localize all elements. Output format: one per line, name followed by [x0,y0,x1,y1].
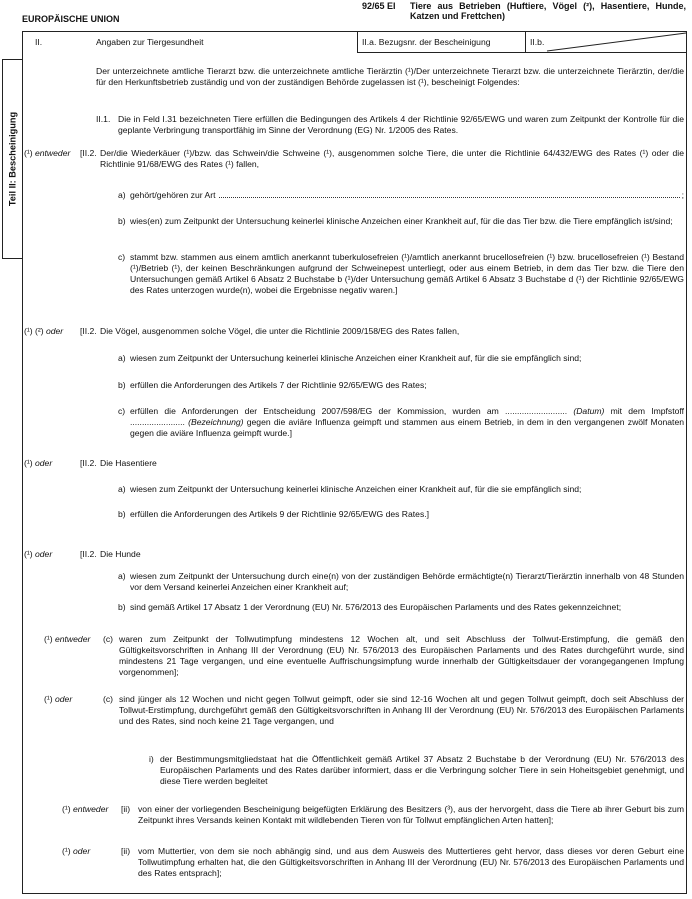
clause-label: [II.2. [80,458,97,468]
clause-text: Die Hunde [100,549,141,559]
item-label: c) [118,406,126,416]
side-tab [2,59,22,259]
item-text: wiesen zum Zeitpunkt der Untersuchung durch eine(n) von der zuständigen Behörde ermächtigte(n) Tierarzt/Tierärztin innerhalb von 48 Stunden vor dem Versand keinerlei Anzeichen einer Krankheit auf; [130,571,684,592]
text-part: gegen die aviäre Influenza geimpft und stammen aus einem Betrieb, in dem in den vergangenen zwölf Monaten gegen die aviäre Influenza geimpft wurde.] [130,417,684,438]
intro-text: Der unterzeichnete amtliche Tierarzt bzw. die unterzeichnete amtliche Tierärztin (¹)/Der unterzeichnete Tierarzt bzw. die unterzeichnete Tierärztin, der/die für den Herkunftsbetrieb zuständig und von der zuständigen Behörde zugelassen ist (¹), bescheinigt Folgendes: [96,66,684,87]
item-label: b) [118,216,126,226]
clause-text: Die Vögel, ausgenommen solche Vögel, die unter die Richtlinie 2009/158/EG des Rates fallen, [100,326,460,336]
item-label: i) [149,754,154,764]
reference-number-label: II.a. Bezugsnr. der Bescheinigung [362,37,491,47]
item-label: a) [118,571,126,581]
footnote-ref: (¹) [62,846,71,856]
item-text: erfüllen die Anforderungen des Artikels 7 der Richtlinie 92/65/EWG des Rates; [130,380,427,390]
header-divider [357,31,358,52]
footnote-ref: (¹) [44,634,53,644]
issuer-name: EUROPÄISCHE UNION [22,14,120,24]
strikethrough-line [525,31,687,53]
text-part: erfüllen die Anforderungen der Entscheidung 2007/598/EG der Kommission, wurden am .......................... [130,406,574,416]
option-marker [62,804,108,815]
condition-word: oder [45,326,64,336]
item-text: wiesen zum Zeitpunkt der Untersuchung keinerlei klinische Anzeichen einer Krankheit auf, für die sie empfänglich sind; [130,353,582,363]
certificate-code: 92/65 EI [362,1,396,11]
item-text: sind jünger als 12 Wochen und nicht gegen Tollwut geimpft, oder sie sind 12-16 Wochen alt und gegen Tollwut geimpft, doch seit Abschluss der Tollwut-Erstimpfung, durchgeführt gemäß den Gültigkeitsvorschriften in Anhang III der Verordnung (EU) Nr. 576/2013 des Europäischen Parlaments und des Rates, sind noch keine 21 Tage vergangen, und [119,694,684,726]
item-label: a) [118,353,126,363]
date-hint: (Datum) [573,406,605,416]
footnote-ref: (¹) [44,694,53,704]
section-title: Angaben zur Tiergesundheit [96,37,204,47]
clause-label: [II.2. [80,549,97,559]
item-text: wiesen zum Zeitpunkt der Untersuchung keinerlei klinische Anzeichen einer Krankheit auf, für die sie empfänglich sind; [130,484,582,494]
item-label: [ii) [121,846,131,856]
footnote-ref: (¹) [24,148,33,158]
item-text: von einer der vorliegenden Bescheinigung beigefügten Erklärung des Besitzers (³), aus der hervorgeht, dass die Tiere ab ihrer Geburt bis zum Zeitpunkt ihres Versands keinen Kontakt mit wildlebenden Tieren von für Tollwut empfänglichen Arten hatten]; [138,804,684,825]
item-label: [ii) [121,804,131,814]
item-text: erfüllen die Anforderungen des Artikels 9 der Richtlinie 92/65/EWG des Rates.] [130,509,430,519]
footnote-ref: (¹) [24,458,33,468]
condition-word: oder [34,549,53,559]
clause-text: Der/die Wiederkäuer (¹)/bzw. das Schwein/die Schweine (¹), ausgenommen solche Tiere, die unter die Richtlinie 64/432/EWG des Rates (¹) oder die Richtlinie 91/68/EWG des Rates (¹) fallen, [100,148,684,169]
footnote-ref: (¹) (²) [24,326,44,336]
item-text: sind gemäß Artikel 17 Absatz 1 der Verordnung (EU) Nr. 576/2013 des Europäischen Parlaments und des Rates gekennzeichnet; [130,602,622,612]
item-label: a) [118,484,126,494]
item-label: c) [118,252,126,262]
item-label: a) [118,190,126,200]
condition-word: oder [34,458,53,468]
field-iib-label: II.b. [530,37,545,47]
condition-word: oder [72,846,91,856]
item-end: ; [681,190,684,200]
item-text: gehört/gehören zur Art [130,190,216,200]
item-label: (c) [103,694,114,704]
certificate-title: Tiere aus Betrieben (Huftiere, Vögel (²), Hasentiere, Hunde, Katzen und Frettchen) [410,1,686,21]
item-text: waren zum Zeitpunkt der Tollwutimpfung mindestens 12 Wochen alt, und seit Abschluss der Tollwut-Erstimpfung, die gemäß den Gültigkeitsvorschriften in Anhang III der Verordnung (EU) Nr. 576/2013 des Europäischen Parlaments und des Rates durchgeführt wurde, sind mindestens 21 Tage vergangen, und eine eventuelle Auffrischungsimpfung wurde innerhalb der Gültigkeitsdauer der vorangegangenen Impfung vorgenommen]; [119,634,684,677]
condition-word: oder [54,694,73,704]
clause-label: [II.2. [80,148,97,158]
item-label: b) [118,602,126,612]
item-label: (c) [103,634,114,644]
option-marker [62,846,90,857]
item-label: b) [118,509,126,519]
option-marker [24,148,70,159]
side-tab-label: Teil II: Bescheinigung [7,111,17,207]
item-text: stammt bzw. stammen aus einem amtlich anerkannt tuberkulosefreien (¹)/amtlich anerkannt brucellosefreien (¹) bzw. brucellosefreien (¹) Bestand (¹)/Betrieb (¹), der keinen Beschränkungen aufgrund der Schweinepest unterliegt, oder aus einem Betrieb, in dem das Tier bzw. die Tiere den Untersuchungen gemäß Artikel 6 Absatz 2 Buchstabe b (¹)/der Untersuchung gemäß Artikel 6 Absatz 3 Buchstabe d (¹) der Richtlinie 92/65/EWG des Rates unterzogen wurde(n), wobei die Ergebnisse negativ waren.] [130,252,684,295]
item-text: vom Muttertier, von dem sie noch abhängig sind, und aus dem Ausweis des Muttertieres geht hervor, dass dieses vor deren Geburt eine Tollwutimpfung erhalten hat, die den Gültigkeitsvorschriften in Anhang III der Verordnung (EU) Nr. 576/2013 des Europäischen Parlaments und des Rates entsprach]; [138,846,684,878]
condition-word: entweder [54,634,91,644]
clause-label: II.1. [96,114,111,124]
item-text: der Bestimmungsmitgliedstaat hat die Öffentlichkeit gemäß Artikel 37 Absatz 2 Buchstabe b der Verordnung (EU) Nr. 576/2013 des Europäischen Parlaments und des Rates darüber informiert, dass er die Verbringung solcher Tiere in sein Hoheitsgebiet genehmigt, und diese Tiere werden begleitet [160,754,684,786]
footnote-ref: (¹) [62,804,71,814]
species-fill-field[interactable] [130,190,684,201]
clause-text: Die in Feld I.31 bezeichneten Tiere erfüllen die Bedingungen des Artikels 4 der Richtlinie 92/65/EWG und waren zum Zeitpunkt der Kontrolle für die geplante Verbringung transportfähig im Sinne der Verordnung (EG) Nr. 1/2005 des Rates. [118,114,684,135]
clause-label: [II.2. [80,326,97,336]
item-label: b) [118,380,126,390]
condition-word: entweder [34,148,71,158]
item-text: wies(en) zum Zeitpunkt der Untersuchung keinerlei klinische Anzeichen einer Krankheit auf, für die das Tier bzw. die Tiere empfänglich ist/sind; [130,216,673,226]
clause-text: Die Hasentiere [100,458,157,468]
option-marker [24,549,52,560]
section-number: II. [35,37,43,47]
option-marker [24,458,52,469]
option-marker [24,326,63,337]
footnote-ref: (¹) [24,549,33,559]
vaccine-name-hint: (Bezeichnung) [188,417,244,427]
item-text [130,406,684,439]
option-marker [44,634,90,645]
option-marker [44,694,72,705]
text-part: mit dem Impfstoff ....................... [130,406,684,427]
dotted-leader [219,197,680,198]
condition-word: entweder [72,804,109,814]
